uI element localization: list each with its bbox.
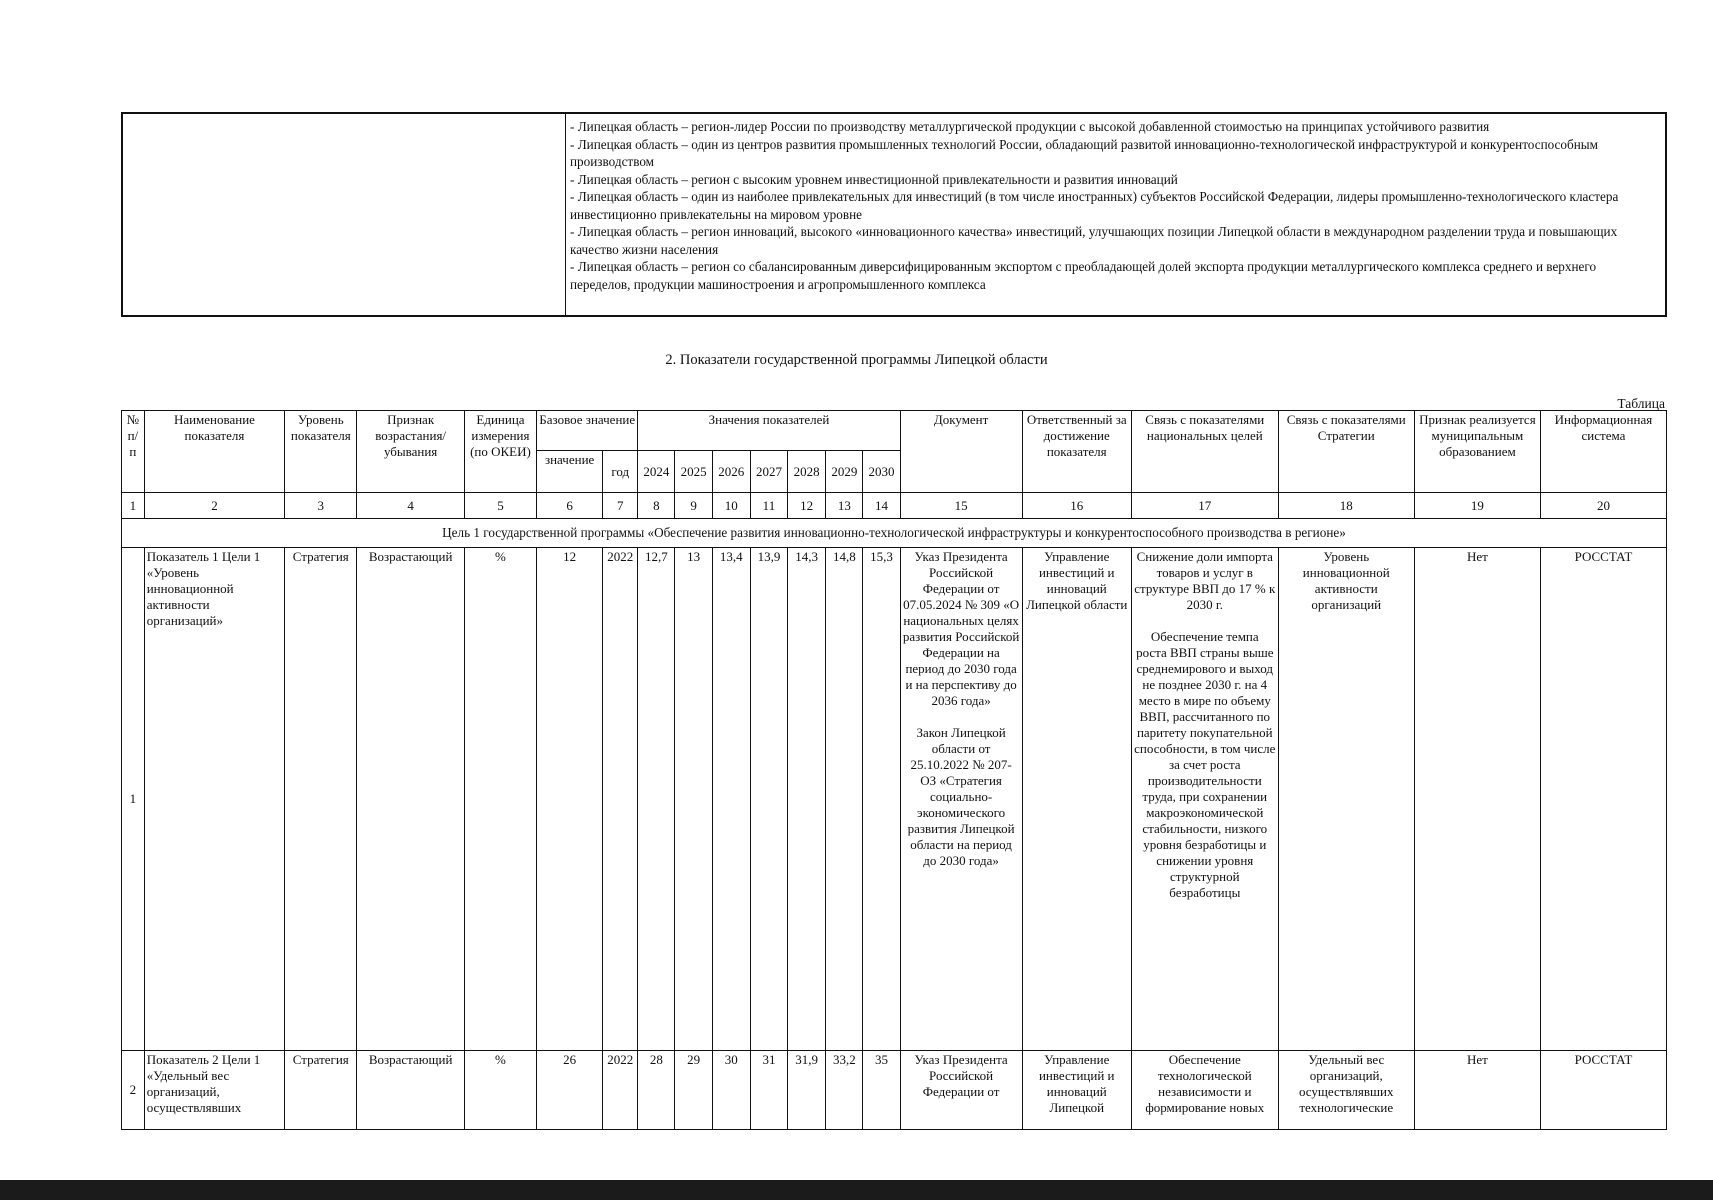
goal-item: - Липецкая область – один из центров развития промышленных технологий России, обладающий развитой инновационно-технологической инфраструктурой и конкурентоспособным производством (570, 136, 1598, 169)
row-infosys: РОССТАТ (1540, 1051, 1666, 1130)
section-title: 2. Показатели государственной программы Липецкой области (665, 352, 1048, 368)
header-year-2025: 2025 (675, 451, 712, 493)
row-base-year: 2022 (603, 1051, 638, 1130)
row-national: Обеспечение технологической независимости и формирование новых (1131, 1051, 1278, 1130)
header-year-2030: 2030 (863, 451, 900, 493)
header-name: Наименование показателя (144, 411, 284, 493)
row-value-2029: 33,2 (826, 1051, 863, 1130)
col-number: 19 (1414, 493, 1540, 519)
col-number: 7 (603, 493, 638, 519)
row-value-2024: 12,7 (638, 548, 675, 1051)
row-unit: % (464, 548, 536, 1051)
row-trend: Возрастающий (357, 548, 464, 1051)
goal-item: - Липецкая область – регион инноваций, высокого «инновационного качества» инвестиций, улучшающих позиции Липецкой области в международном разделении труда и повышающих качество жизни населения (570, 224, 1618, 257)
row-level: Стратегия (285, 1051, 357, 1130)
strategy-goals-box (121, 112, 1667, 317)
header-values: Значения показателей (638, 411, 900, 451)
row-name: Показатель 1 Цели 1 «Уровень инновационной активности организаций» (144, 548, 284, 1051)
row-num: 1 (122, 548, 145, 1051)
header-year-2029: 2029 (826, 451, 863, 493)
row-base-value: 26 (537, 1051, 603, 1130)
col-number: 14 (863, 493, 900, 519)
col-number: 17 (1131, 493, 1278, 519)
header-national: Связь с показателями национальных целей (1131, 411, 1278, 493)
row-value-2025: 13 (675, 548, 712, 1051)
header-year-2024: 2024 (638, 451, 675, 493)
row-value-2025: 29 (675, 1051, 712, 1130)
goals-empty-cell (123, 114, 566, 315)
header-trend: Признак возрастания/ убывания (357, 411, 464, 493)
national-paragraph: Снижение доли импорта товаров и услуг в структуре ВВП до 17 % к 2030 г. (1134, 549, 1276, 612)
document-paragraph: Закон Липецкой области от 25.10.2022 № 207-ОЗ «Стратегия социально-экономического развития Липецкой области на период до 2030 года» (907, 725, 1015, 868)
table-row (122, 548, 1667, 1051)
header-base: Базовое значение (537, 411, 638, 451)
row-municipal: Нет (1414, 548, 1540, 1051)
row-value-2030: 15,3 (863, 548, 900, 1051)
row-level: Стратегия (285, 548, 357, 1051)
row-value-2026: 13,4 (712, 548, 750, 1051)
header-base-value: значение (537, 451, 603, 493)
col-number: 4 (357, 493, 464, 519)
col-number: 11 (750, 493, 787, 519)
row-num: 2 (122, 1051, 145, 1130)
col-number: 20 (1540, 493, 1666, 519)
col-number: 12 (788, 493, 826, 519)
row-trend: Возрастающий (357, 1051, 464, 1130)
goal-row-text: Цель 1 государственной программы «Обеспечение развития инновационно-технологической инфраструктуры и конкурентоспособного производства в регионе» (122, 519, 1667, 548)
row-value-2024: 28 (638, 1051, 675, 1130)
goal-item: - Липецкая область – регион со сбалансированным диверсифицированным экспортом с преобладающей долей экспорта продукции металлургического комплекса среднего и верхнего переделов, продукции машиностроения и агропромышленного комплекса (570, 259, 1597, 292)
header-base-year: год (603, 451, 638, 493)
row-document (900, 548, 1022, 1051)
header-municipal: Признак реализуется муниципальным образованием (1414, 411, 1540, 493)
row-value-2026: 30 (712, 1051, 750, 1130)
row-strategy: Уровень инновационной активности организаций (1278, 548, 1414, 1051)
header-document: Документ (900, 411, 1022, 493)
header-infosys: Информационная система (1540, 411, 1666, 493)
goal-item: - Липецкая область – регион с высоким уровнем инвестиционной привлекательности и развития инноваций (570, 171, 1178, 187)
row-strategy: Удельный вес организаций, осуществлявших технологические (1278, 1051, 1414, 1130)
row-municipal: Нет (1414, 1051, 1540, 1130)
header-year-2026: 2026 (712, 451, 750, 493)
col-number: 5 (464, 493, 536, 519)
row-value-2027: 31 (750, 1051, 787, 1130)
col-number: 10 (712, 493, 750, 519)
goal-row (122, 519, 1667, 548)
header-strategy: Связь с показателями Стратегии (1278, 411, 1414, 493)
table-row (122, 1051, 1667, 1130)
row-responsible: Управление инвестиций и инноваций Липецкой (1022, 1051, 1131, 1130)
header-year-2027: 2027 (750, 451, 787, 493)
national-paragraph: Обеспечение темпа роста ВВП страны выше среднемирового и выход не позднее 2030 г. на 4 место в мире по объему ВВП, рассчитанного по паритету покупательной способности, в том числе за счет роста производительности труда, при сохранении макроэкономической стабильности, низкого уровня безработицы и снижении уровня структурной безработицы (1134, 629, 1276, 900)
row-base-year: 2022 (603, 548, 638, 1051)
col-number: 8 (638, 493, 675, 519)
col-number: 6 (537, 493, 603, 519)
table-caption: Таблица (1617, 396, 1665, 411)
row-value-2028: 31,9 (788, 1051, 826, 1130)
header-unit: Единица измерения (по ОКЕИ) (464, 411, 536, 493)
col-number: 16 (1022, 493, 1131, 519)
row-base-value: 12 (537, 548, 603, 1051)
row-value-2028: 14,3 (788, 548, 826, 1051)
header-level: Уровень показателя (285, 411, 357, 493)
row-unit: % (464, 1051, 536, 1130)
row-value-2027: 13,9 (750, 548, 787, 1051)
header-num: № п/ п (122, 411, 145, 493)
row-national (1131, 548, 1278, 1051)
indicators-table (121, 410, 1667, 1130)
col-number: 18 (1278, 493, 1414, 519)
row-responsible: Управление инвестиций и инноваций Липецкой области (1022, 548, 1131, 1051)
row-value-2030: 35 (863, 1051, 900, 1130)
col-number: 1 (122, 493, 145, 519)
row-infosys: РОССТАТ (1540, 548, 1666, 1051)
header-year-2028: 2028 (788, 451, 826, 493)
goals-list (566, 114, 1665, 315)
goal-item: - Липецкая область – один из наиболее привлекательных для инвестиций (в том числе иностранных) субъектов Российской Федерации, лидеры промышленно-технологического кластера инвестиционно привлекательны на мировом уровне (570, 189, 1619, 222)
row-name: Показатель 2 Цели 1 «Удельный вес организаций, осуществлявших (144, 1051, 284, 1130)
col-number: 2 (144, 493, 284, 519)
col-number: 3 (285, 493, 357, 519)
scan-bottom-edge (0, 1180, 1713, 1200)
row-document: Указ Президента Российской Федерации от (900, 1051, 1022, 1130)
goal-item: - Липецкая область – регион-лидер России по производству металлургической продукции с высокой добавленной стоимостью на принципах устойчивого развития (570, 119, 1490, 134)
header-responsible: Ответственный за достижение показателя (1022, 411, 1131, 493)
col-number: 13 (826, 493, 863, 519)
col-number: 9 (675, 493, 712, 519)
col-number: 15 (900, 493, 1022, 519)
document-paragraph: Указ Президента Российской Федерации от 07.05.2024 № 309 «О национальных целях развития Российской Федерации на период до 2030 года и на перспективу до 2036 года» (902, 549, 1020, 708)
column-numbers-row (122, 493, 1667, 519)
row-value-2029: 14,8 (826, 548, 863, 1051)
